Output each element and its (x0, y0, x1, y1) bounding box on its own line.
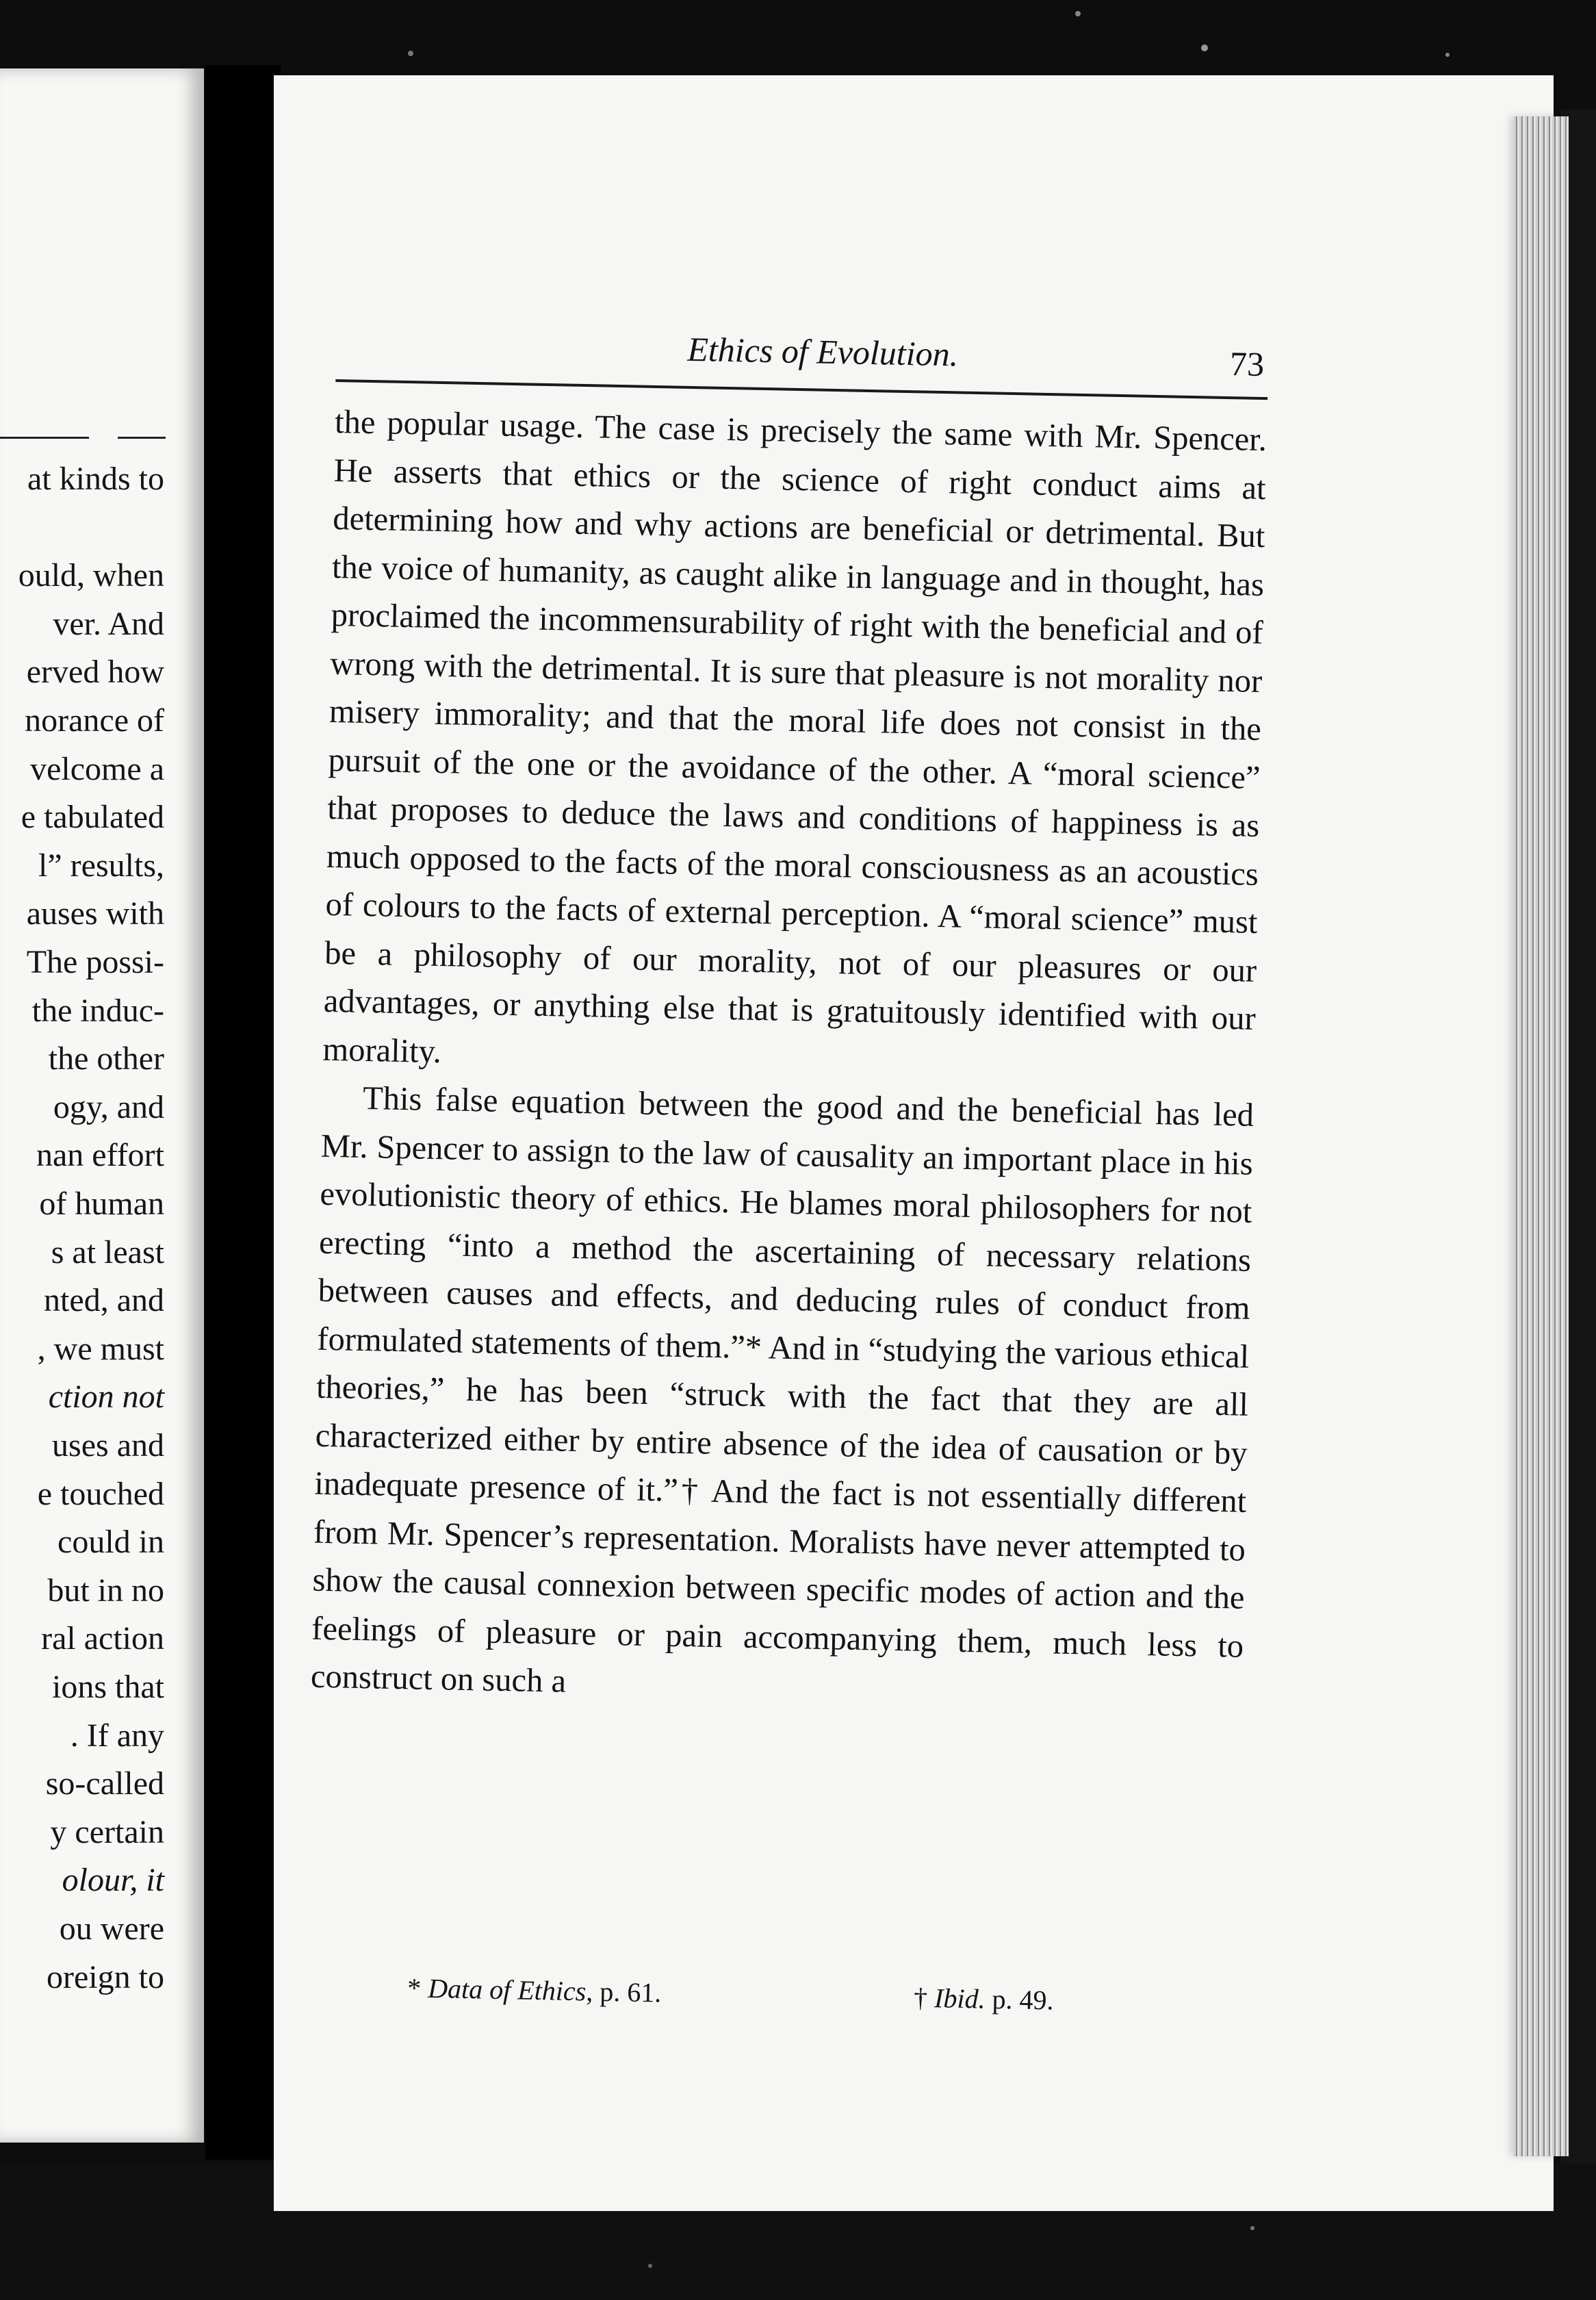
left-page-line: auses with (26, 895, 164, 932)
footnote-mark: † (913, 1982, 935, 2014)
left-page-line: the induc- (31, 992, 164, 1029)
left-page-line: oreign to (47, 1958, 164, 1995)
left-header-rule (0, 437, 89, 439)
left-page-line: s at least (51, 1234, 164, 1270)
footnote-source: Data of Ethics (427, 1973, 587, 2007)
left-page-line: ral action (41, 1620, 164, 1657)
left-page-line: ver. And (53, 605, 164, 642)
left-page-line: ction not (48, 1379, 164, 1416)
left-page-line: the other (48, 1040, 164, 1077)
left-page-line: erved how (26, 654, 164, 691)
left-page-line: y certain (50, 1813, 164, 1850)
page-number: 73 (1229, 344, 1265, 384)
paragraph: This false equation between the good and the beneficial has led Mr. Spencer to assign to the law of causality an important place in his evolutionistic theory of ethics. He blames moral philosophers for not erecting “into a method the ascertaining of necessary relations between causes and effects, and deducing rules of conduct from formulated statements of them.”* And in “studying the various ethical theories,” he has been “struck with the fact that they are all characterized either by entire absence of the idea of causation or by inadequate presence of it.”† And the fact is not essentially different from Mr. Spencer’s representation. Moralists have never attempted to show the causal connexion between specific modes of action and the feelings of pleasure or pain accompanying them, much less to construct on such a (310, 1079, 1254, 1700)
left-page-line: of human (39, 1186, 164, 1222)
footnote-mark: * (407, 1972, 428, 2004)
running-title-text: Ethics of Evolution. (686, 329, 959, 374)
left-page (0, 68, 204, 2143)
left-page-line: ou were (59, 1911, 164, 1947)
left-page-line: olour, it (62, 1862, 164, 1899)
left-page-line: ions that (52, 1669, 164, 1705)
left-page-line: but in no (47, 1572, 164, 1609)
left-page-line: nan effort (36, 1137, 164, 1174)
left-page-line: norance of (25, 702, 164, 739)
left-page-line: . If any (70, 1717, 164, 1754)
footnote-page: p. 49. (985, 1983, 1054, 2016)
left-page-line: velcome a (30, 750, 164, 787)
left-page-line: ould, when (18, 557, 164, 594)
body-text (310, 398, 1267, 1719)
page-edges (1514, 116, 1569, 2156)
left-page-line: e tabulated (21, 799, 164, 836)
left-page-line: at kinds to (27, 461, 164, 497)
left-header-rule (118, 437, 166, 439)
footnote-page: , p. 61. (585, 1976, 662, 2008)
footnote-source: Ibid. (934, 1982, 986, 2015)
left-page-line: , we must (37, 1330, 164, 1367)
paragraph: the popular usage. The case is precisely the same with Mr. Spencer. He asserts that ethics or the science of right conduct aims at determining how and why actions are beneficial or detrimental. But the voice of humanity, as caught alike in language and in thought, has proclaimed the incommensurability of right with the beneficial and of wrong with the detrimental. It is sure that pleasure is not morality nor misery immorality; and that the moral life does not consist in the pursuit of the one or the avoidance of the other. A “moral science” that proposes to deduce the laws and conditions of happiness is as much opposed to the facts of the moral consciousness as an acoustics of colours to the facts of external perception. A “moral science” must be a philosophy of our morality, not of our pleasures or our advantages, or anything else that is gratuitously identified with our morality. (322, 403, 1267, 1070)
left-page-line: uses and (52, 1427, 164, 1464)
left-page-line: l” results, (38, 847, 164, 884)
left-page-line: e touched (37, 1475, 164, 1512)
left-page-line: ogy, and (53, 1088, 164, 1125)
left-page-line: nted, and (44, 1282, 164, 1319)
footnote-2 (914, 1976, 1055, 2023)
footnote-1 (407, 1966, 662, 2015)
left-page-line: so-called (45, 1765, 164, 1802)
left-page-line: The possi- (26, 944, 164, 980)
left-page-line: could in (57, 1524, 164, 1561)
